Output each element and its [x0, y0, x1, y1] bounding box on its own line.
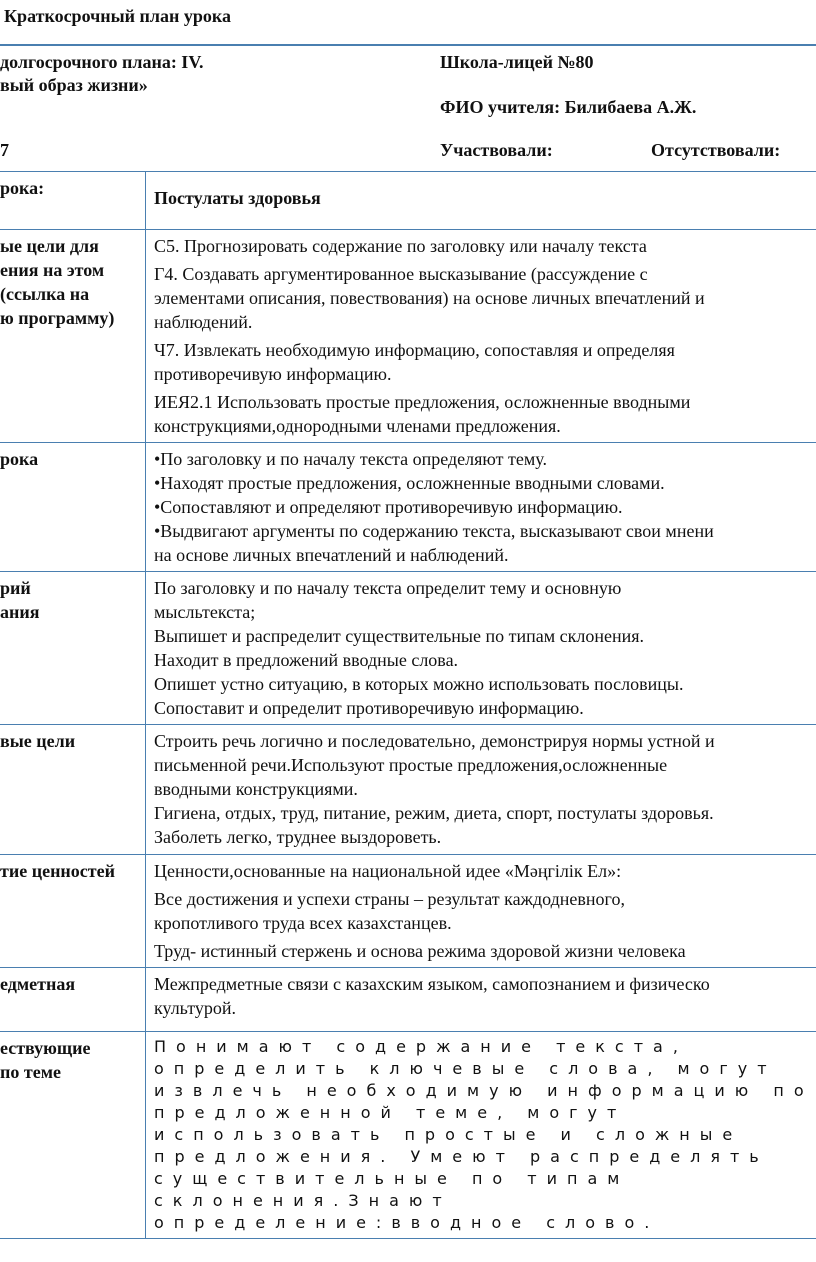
row-content-line: Все достижения и успехи страны – результат каждодневного, [154, 889, 625, 909]
row-content-prior-knowledge [146, 1032, 816, 1239]
row-content-line: •Выдвигают аргументы по содержанию текста, высказывают свои мнени [154, 521, 714, 541]
row-content-line: предложенной теме, могут [154, 1103, 627, 1122]
row-content-line: •Сопоставляют и определяют противоречивую информацию. [154, 497, 623, 517]
row-label-line: по теме [0, 1062, 61, 1082]
row-content-line: Ч7. Извлекать необходимую информацию, сопоставляя и определяя [154, 340, 675, 360]
row-content-line: Понимают содержание текста, [154, 1037, 688, 1056]
row-content-line: С5. Прогнозировать содержание по заголовку или началу текста [154, 236, 647, 256]
lesson-plan-table [0, 171, 816, 1239]
row-label-language-goals [0, 725, 146, 855]
row-label-line: рока: [0, 178, 45, 198]
row-content-line: извлечь необходимую информацию по [154, 1081, 814, 1100]
row-label-line: тие ценностей [0, 861, 115, 881]
table-row-prior-knowledge [0, 1032, 816, 1239]
row-label-line: ания [0, 602, 40, 622]
row-content-value-instilling [146, 855, 816, 968]
row-content-line: противоречивую информацию. [154, 364, 392, 384]
row-content-learning-objectives [146, 230, 816, 443]
row-content-cross-curricular [146, 968, 816, 1032]
row-content-line: Заболеть легко, труднее выздороветь. [154, 827, 442, 847]
row-content-assessment-criteria [146, 572, 816, 725]
row-label-line: едметная [0, 974, 76, 994]
row-label-assessment-criteria [0, 572, 146, 725]
row-content-line: Выпишет и распределит существительные по типам склонения. [154, 626, 645, 646]
row-content-line: мысльтекста; [154, 602, 256, 622]
row-label-line: ествующие [0, 1038, 91, 1058]
row-label-value-instilling [0, 855, 146, 968]
table-row-assessment-criteria [0, 572, 816, 725]
row-content-line: По заголовку и по началу текста определит тему и основную [154, 578, 622, 598]
row-content-line: конструкциями,однородными членами предложения. [154, 416, 561, 436]
row-label-line: ые цели для [0, 236, 99, 256]
row-content-line: •Находят простые предложения, осложненные вводными словами. [154, 473, 665, 493]
teacher-name: ФИО учителя: Билибаева А.Ж. [440, 97, 697, 117]
table-row-lesson-goals [0, 443, 816, 572]
row-content-line: на основе личных впечатлений и наблюдений. [154, 545, 509, 565]
header-divider [0, 44, 816, 46]
row-content-language-goals [146, 725, 816, 855]
row-content-line: ИЕЯ2.1 Использовать простые предложения, осложненные вводными [154, 392, 691, 412]
school-name: Школа-лицей №80 [440, 52, 594, 72]
row-content-line: наблюдений. [154, 312, 253, 332]
row-content-line: существительные по типам [154, 1169, 630, 1188]
row-content-lesson-topic [146, 172, 816, 230]
row-label-learning-objectives [0, 230, 146, 443]
row-content-lesson-goals [146, 443, 816, 572]
row-content-line: Сопоставит и определит противоречивую информацию. [154, 698, 584, 718]
row-label-line: рий [0, 578, 31, 598]
row-label-line: ю программу) [0, 308, 115, 328]
row-content-line: Труд- истинный стержень и основа режима здоровой жизни человека [154, 941, 686, 961]
row-content-line: использовать простые и сложные [154, 1125, 743, 1144]
row-content-line: Строить речь логично и последовательно, демонстрируя нормы устной и [154, 731, 715, 751]
row-content-line: вводными конструкциями. [154, 779, 358, 799]
row-label-line: (ссылка на [0, 284, 90, 304]
row-label-lesson-goals [0, 443, 146, 572]
row-label-cross-curricular [0, 968, 146, 1032]
row-content-line: определение:вводное слово. [154, 1213, 660, 1232]
table-row-cross-curricular [0, 968, 816, 1032]
row-content-line: кропотливого труда всех казахстанцев. [154, 913, 452, 933]
row-content-line: письменной речи.Используют простые предложения,осложненные [154, 755, 668, 775]
row-content-line: культурой. [154, 998, 236, 1018]
row-label-prior-knowledge [0, 1032, 146, 1239]
row-label-lesson-topic [0, 172, 146, 230]
row-content-line: элементами описания, повествования) на основе личных впечатлений и [154, 288, 705, 308]
row-content-line: предложения. Умеют распределять [154, 1147, 769, 1166]
row-content-line: определить ключевые слова, могут [154, 1059, 777, 1078]
row-content-line: Находит в предложений вводные слова. [154, 650, 459, 670]
row-content-line: Г4. Создавать аргументированное высказывание (рассуждение с [154, 264, 648, 284]
row-label-line: рока [0, 449, 39, 469]
table-row-learning-objectives [0, 230, 816, 443]
row-content-line: Межпредметные связи с казахским языком, самопознанием и физическо [154, 974, 710, 994]
grade-label: 7 [0, 140, 9, 160]
table-row-language-goals [0, 725, 816, 855]
table-row-value-instilling [0, 855, 816, 968]
row-content-line: •По заголовку и по началу текста определяют тему. [154, 449, 547, 469]
absent-label: Отсутствовали: [651, 140, 781, 160]
row-content-line: склонения.Знают [154, 1191, 452, 1210]
row-content-line: Постулаты здоровья [154, 188, 321, 208]
row-label-line: ения на этом [0, 260, 105, 280]
row-content-line: Опишет устно ситуацию, в которых можно использовать пословицы. [154, 674, 684, 694]
plan-topic-label: вый образ жизни» [0, 75, 148, 95]
row-content-line: Гигиена, отдых, труд, питание, режим, диета, спорт, постулаты здоровья. [154, 803, 714, 823]
page-title: Краткосрочный план урока [4, 6, 232, 26]
row-content-line: Ценности,основанные на национальной идее «Мәңгілік Ел»: [154, 861, 622, 881]
participated-label: Участвовали: [440, 140, 553, 160]
table-row-lesson-topic [0, 172, 816, 230]
row-label-line: вые цели [0, 731, 76, 751]
plan-section-label: долгосрочного плана: IV. [0, 52, 204, 72]
